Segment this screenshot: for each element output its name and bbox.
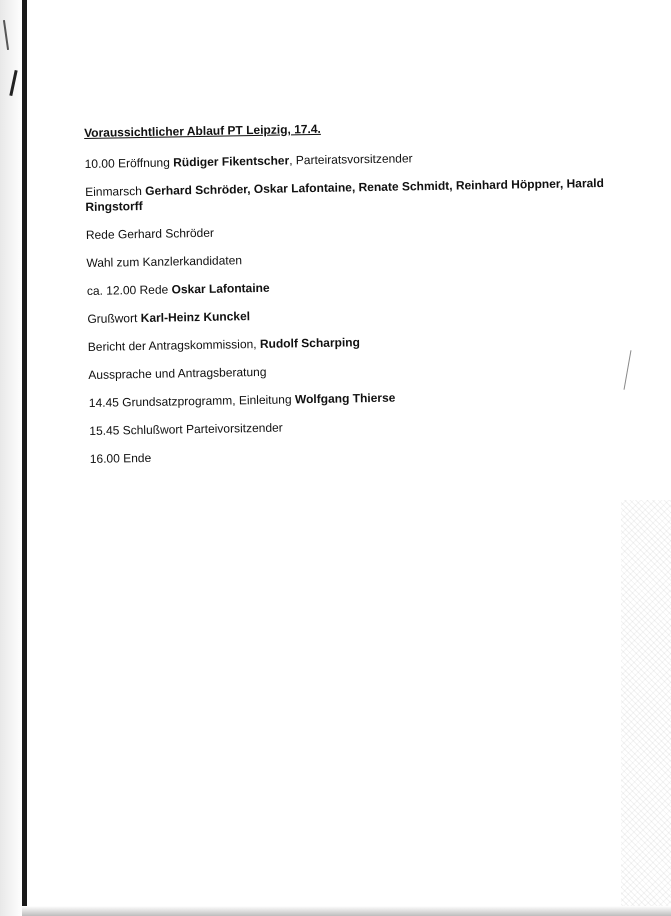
binder-edge-line xyxy=(22,0,27,916)
schedule-item xyxy=(86,219,606,243)
item-bold: Rudolf Scharping xyxy=(259,335,361,351)
item-text: Grußwort xyxy=(87,311,141,326)
item-after: , Parteiratsvorsitzender xyxy=(289,151,413,168)
item-text: 16.00 Ende xyxy=(89,450,152,466)
page-bottom-edge xyxy=(22,906,671,916)
schedule-item xyxy=(88,331,608,355)
schedule-item xyxy=(85,176,605,215)
schedule-item xyxy=(90,443,610,467)
scan-tick xyxy=(624,350,632,390)
item-text: 15.45 Schlußwort Parteivorsitzender xyxy=(89,420,283,438)
schedule-content xyxy=(84,117,610,480)
schedule-item xyxy=(89,415,609,439)
item-bold: Gerhard Schröder, Oskar Lafontaine, Renate Schmidt, Reinhard Höppner, Harald Ringstorff xyxy=(85,175,605,214)
item-bold: Wolfgang Thierse xyxy=(294,390,396,407)
item-bold: Karl-Heinz Kunckel xyxy=(140,309,251,326)
scan-shadow xyxy=(0,0,22,916)
item-text: Einmarsch xyxy=(85,183,146,199)
schedule-item xyxy=(87,303,607,327)
schedule-item xyxy=(86,247,606,271)
item-text: 10.00 Eröffnung xyxy=(84,155,174,171)
schedule-item xyxy=(88,359,608,383)
item-text: Bericht der Antragskommission, xyxy=(87,336,261,354)
item-bold: Oskar Lafontaine xyxy=(171,280,270,297)
item-text: Rede Gerhard Schröder xyxy=(85,225,215,242)
schedule-item xyxy=(87,275,607,299)
item-text: Wahl zum Kanzlerkandidaten xyxy=(86,253,243,270)
scan-noise xyxy=(621,500,671,916)
item-text: ca. 12.00 Rede xyxy=(86,282,172,298)
item-text: Aussprache und Antragsberatung xyxy=(88,364,267,382)
schedule-item xyxy=(89,387,609,411)
item-text: 14.45 Grundsatzprogramm, Einleitung xyxy=(88,392,296,410)
document-title: Voraussichtlicher Ablauf PT Leipzig, 17.4. xyxy=(84,121,321,140)
item-bold: Rüdiger Fikentscher xyxy=(173,153,290,170)
schedule-item xyxy=(85,148,605,172)
